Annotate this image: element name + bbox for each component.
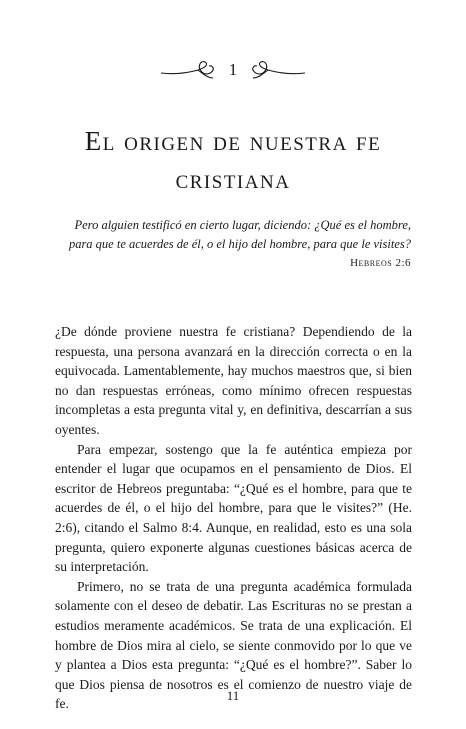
body-text [55,322,412,714]
chapter-title: El origen de nuestra fe cristiana [84,126,382,194]
paragraph-2: Para empezar, sostengo que la fe auténtica empieza por entender el lugar que ocupamos en el pensamiento de Dios. El escritor de Hebreos preguntaba: “¿Qué es el hombre, para que te acuerdes de él, o el hijo del hombre, para que le visites?” (He. 2:6), citando el Salmo 8:4. Aunque, en realidad, esto es una sola pregunta, quiero exponerte algunas cuestiones básicas acerca de su interpretación. [55,441,412,575]
epigraph [56,216,411,273]
paragraph-3: Primero, no se trata de una pregunta académica formulada solamente con el deseo de debatir. Las Escrituras no se prestan a estudios meramente académicos. Se trata de una explicación. El hombre de Dios mira al cielo, se siente conmovido por lo que ve y plantea a Dios esta pregunta: “¿Qué es el hombre?”. Saber lo que Dios piensa de nosotros es el comienzo de nuestro viaje de fe. [55,578,412,712]
epigraph-reference: Hebreos 2:6 [350,257,411,269]
paragraph-1: ¿De dónde proviene nuestra fe cristiana? Dependiendo de la respuesta, una persona avanzará en la dirección correcta o en la equivocada. Lamentablemente, hay muchos maestros que, si bien no dan respuestas erróneas, como mínimo ofrecen respuestas incompletas a esta pregunta vital y, en definitiva, descarrían a sus oyentes. [55,324,412,437]
page-number: 11 [226,688,240,703]
epigraph-text: Pero alguien testificó en cierto lugar, diciendo: ¿Qué es el hombre, para que te acuerdes de él, o el hijo del hombre, para que le visites? [68,218,411,251]
chapter-number: 1 [228,60,238,79]
